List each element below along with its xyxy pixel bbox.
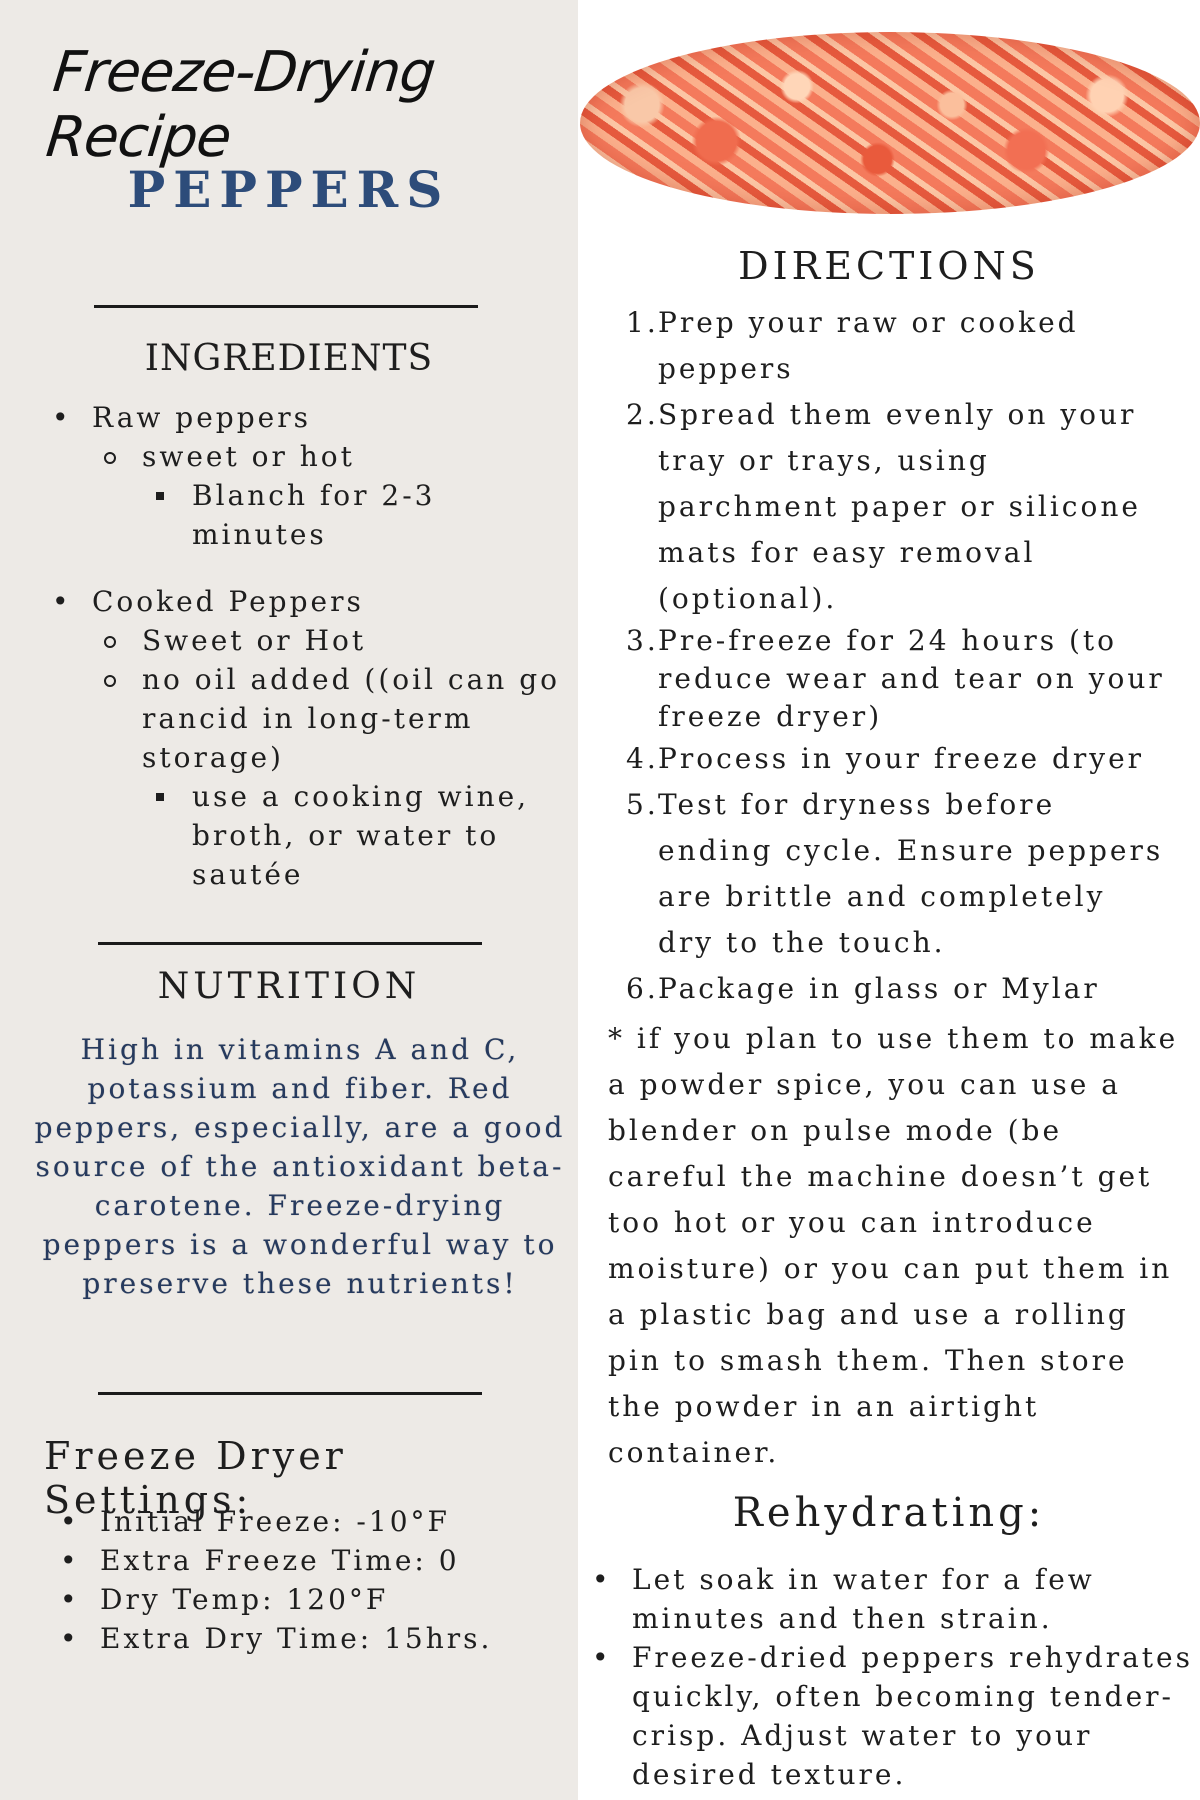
settings-list bbox=[0, 1502, 570, 1658]
list-item bbox=[0, 582, 560, 894]
nutrition-heading: NUTRITION bbox=[157, 966, 421, 1007]
powder-note: * if you plan to use them to make a powder spice, you can use a blender on pulse mode (be careful the machine doesn’t get too hot or you can introduce moisture) or you can put them in a plastic bag and use a rolling pin to smash them. Then store the powder in an airtight container. bbox=[608, 1022, 1179, 1469]
recipe-title: Freeze-Drying Recipe bbox=[43, 40, 438, 170]
step-number: 6. bbox=[626, 972, 659, 1005]
list-item bbox=[92, 437, 560, 554]
divider-top bbox=[94, 305, 478, 308]
step-number: 2. bbox=[626, 398, 659, 431]
list-item bbox=[92, 621, 560, 660]
step-text: Pre-freeze for 24 hours (to reduce wear and tear on your freeze dryer) bbox=[658, 624, 1165, 733]
divider-middle bbox=[98, 942, 482, 945]
recipe-subject: PEPPERS bbox=[127, 160, 451, 219]
ingredients-heading: INGREDIENTS bbox=[144, 338, 434, 379]
settings-heading: Freeze Dryer Settings: bbox=[44, 1434, 347, 1522]
step-text: Spread them evenly on your tray or trays, using parchment paper or silicone mats for easy removal (optional). bbox=[658, 398, 1141, 615]
divider-bottom bbox=[98, 1392, 482, 1395]
list-item bbox=[0, 398, 560, 554]
rehydrating-heading: Rehydrating: bbox=[732, 1490, 1046, 1536]
step-number: 1. bbox=[626, 306, 659, 339]
ingredient-cooked-note: use a cooking wine, broth, or water to sautée bbox=[192, 780, 530, 891]
step-number: 5. bbox=[626, 788, 659, 821]
step-number: 3. bbox=[626, 624, 659, 657]
step-text: Prep your raw or cooked peppers bbox=[658, 306, 1079, 385]
ingredient-raw-note: Blanch for 2-3 minutes bbox=[192, 479, 436, 551]
list-item: • Let soak in water for a few minutes and then strain. bbox=[578, 1560, 1200, 1638]
list-item: • Extra Dry Time: 15hrs. bbox=[0, 1619, 570, 1658]
ingredient-raw-type: sweet or hot bbox=[142, 440, 355, 473]
ingredients-list bbox=[0, 398, 560, 894]
ingredient-cooked: Cooked Peppers bbox=[92, 585, 364, 618]
ingredient-raw: Raw peppers bbox=[92, 401, 311, 434]
list-item: • Dry Temp: 120°F bbox=[0, 1580, 570, 1619]
list-item: • Extra Freeze Time: 0 bbox=[0, 1541, 570, 1580]
directions-heading: DIRECTIONS bbox=[738, 244, 1040, 288]
step-text: Package in glass or Mylar bbox=[658, 972, 1100, 1005]
direction-step bbox=[612, 622, 1172, 736]
ingredient-cooked-type: Sweet or Hot bbox=[142, 624, 367, 657]
direction-step bbox=[612, 300, 1172, 392]
list-item: • Initial Freeze: -10°F bbox=[0, 1502, 570, 1541]
direction-step bbox=[612, 966, 1172, 1012]
list-item bbox=[92, 660, 560, 894]
rehydrating-list bbox=[578, 1560, 1200, 1794]
nutrition-text: High in vitamins A and C, potassium and fiber. Red peppers, especially, are a good source of the antioxidant beta-carotene. Freeze-drying peppers is a wonderful way to preserve these nutrients! bbox=[34, 1033, 566, 1300]
direction-step bbox=[612, 782, 1172, 966]
directions-list bbox=[612, 300, 1172, 1012]
list-item bbox=[142, 476, 560, 554]
step-text: Test for dryness before ending cycle. Ensure peppers are brittle and completely dry to the touch. bbox=[658, 788, 1164, 959]
peppers-photo bbox=[580, 32, 1200, 214]
list-item: • Freeze-dried peppers rehydrates quickly, often becoming tender-crisp. Adjust water to your desired texture. bbox=[578, 1638, 1200, 1794]
list-item bbox=[142, 777, 560, 894]
step-text: Process in your freeze dryer bbox=[658, 742, 1145, 775]
list-gap bbox=[0, 554, 560, 582]
direction-step bbox=[612, 392, 1172, 622]
step-number: 4. bbox=[626, 742, 659, 775]
ingredient-cooked-oil: no oil added ((oil can go rancid in long-term storage) bbox=[142, 663, 560, 774]
direction-step bbox=[612, 736, 1172, 782]
